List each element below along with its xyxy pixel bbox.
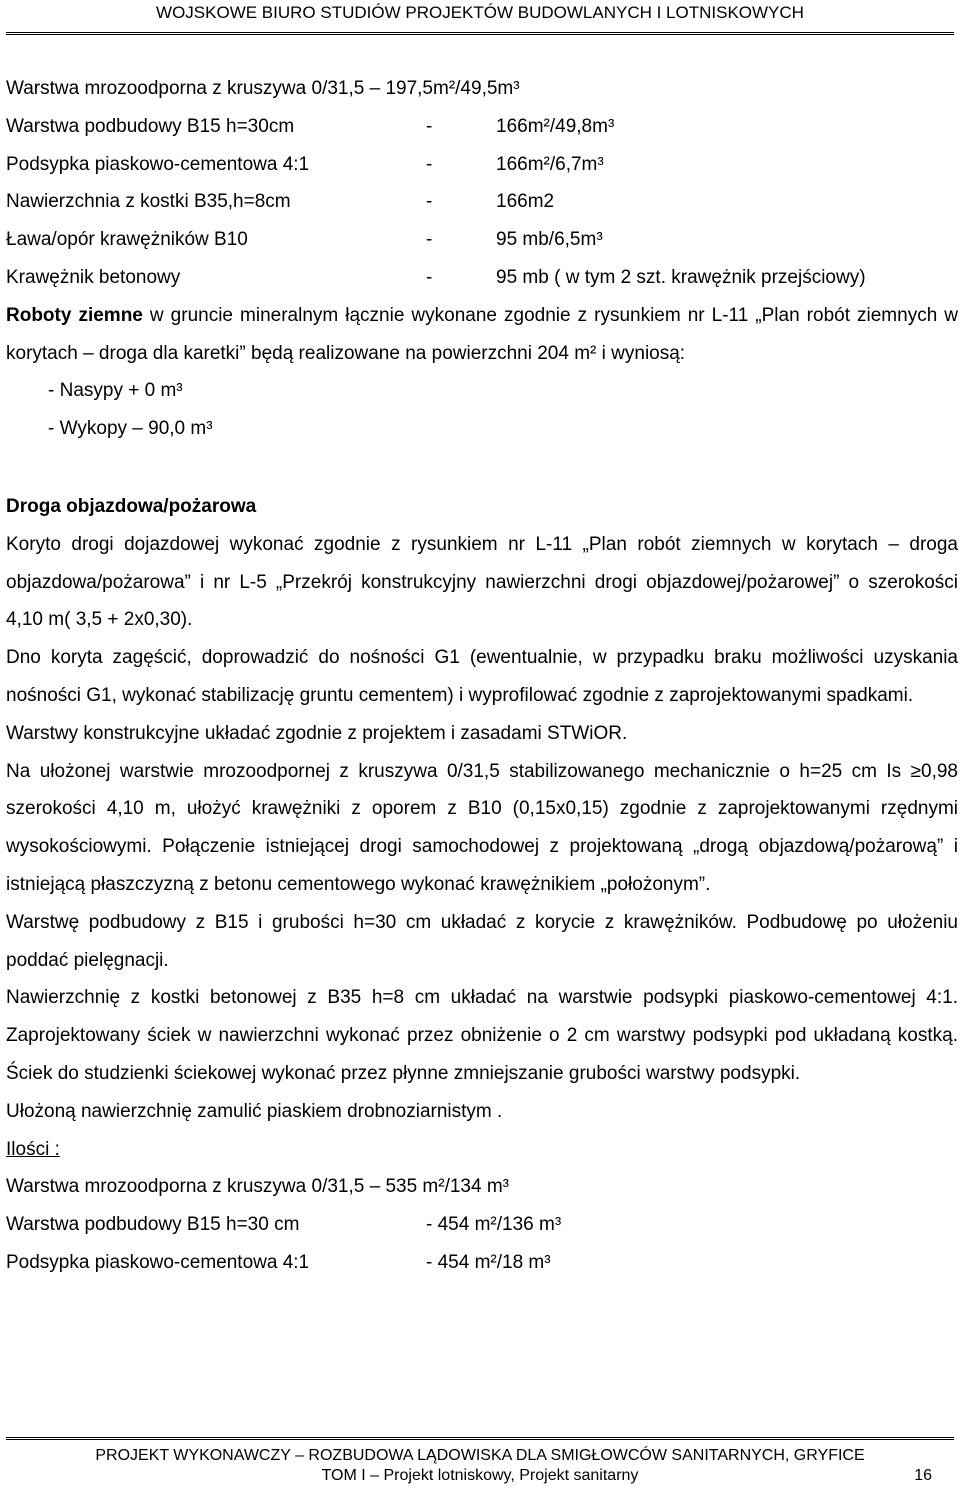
quantity-value: 166m²/6,7m³	[496, 153, 604, 175]
header-divider	[6, 32, 954, 35]
earthworks-paragraph	[6, 297, 958, 373]
paragraph: Warstwy konstrukcyjne układać zgodnie z projektem i zasadami STWiOR.	[6, 722, 628, 744]
earthworks-item: - Wykopy – 90,0 m³	[48, 418, 213, 440]
quantity-row	[6, 108, 958, 146]
quantity-value: 95 mb/6,5m³	[496, 229, 603, 251]
quantity-row	[6, 1244, 958, 1282]
quantity-row	[6, 1168, 958, 1206]
footer-project: PROJEKT WYKONAWCZY – ROZBUDOWA LĄDOWISKA DLA SMIGŁOWCÓW SANITARNYCH, GRYFICE	[95, 1447, 865, 1464]
quantity-row	[6, 1206, 958, 1244]
quantities-label-text: Ilości :	[6, 1138, 60, 1160]
quantity-row	[6, 221, 958, 259]
quantity-name: Warstwa podbudowy B15 h=30 cm	[6, 1214, 300, 1236]
quantity-separator: -	[426, 153, 433, 175]
quantity-value: 95 mb ( w tym 2 szt. krawężnik przejściowy)	[496, 266, 866, 288]
section-heading-text: Droga objazdowa/pożarowa	[6, 495, 257, 517]
quantity-name: Krawężnik betonowy	[6, 266, 181, 288]
quantity-row	[6, 146, 958, 184]
quantity-value: - 454 m²/136 m³	[426, 1214, 562, 1236]
earthworks-item: - Nasypy + 0 m³	[48, 380, 183, 402]
quantity-value: 166m2	[496, 191, 555, 213]
page-header: WOJSKOWE BIURO STUDIÓW PROJEKTÓW BUDOWLANYCH I LOTNISKOWYCH	[156, 3, 804, 22]
page-footer	[0, 1446, 960, 1486]
quantity-value: 166m²/49,8m³	[496, 115, 615, 137]
paragraph: Nawierzchnię z kostki betonowej z B35 h=8 cm układać na warstwie podsypki piaskowo-cementowej 4:1. Zaprojektowany ściek w nawierzchni wykonać przez obniżenie o 2 cm warstwy podsypki pod układaną kostką. Ściek do studzienki ściekowej wykonać przez płynne zmniejszanie grubości warstwy podsypki.	[6, 987, 958, 1084]
quantity-value: - 454 m²/18 m³	[426, 1251, 551, 1273]
section-heading	[6, 488, 958, 526]
quantity-name: Podsypka piaskowo-cementowa 4:1	[6, 1251, 310, 1273]
quantities-label	[6, 1131, 958, 1169]
quantity-separator: -	[426, 229, 433, 251]
quantity-row	[6, 70, 958, 108]
quantity-name: Warstwa mrozoodporna z kruszywa 0/31,5 – 535 m²/134 m³	[6, 1176, 509, 1198]
quantity-separator: -	[426, 266, 433, 288]
earthworks-text: w gruncie mineralnym łącznie wykonane zgodnie z rysunkiem nr L-11 „Plan robót ziemnych w korytach – droga dla karetki” będą realizowane na powierzchni 204 m² i wyniosą:	[6, 304, 959, 364]
footer-divider	[6, 1437, 954, 1440]
paragraph: Na ułożonej warstwie mrozoodpornej z kruszywa 0/31,5 stabilizowanego mechanicznie o h=25 cm Is ≥0,98 szerokości 4,10 m, ułożyć krawężniki z oporem z B10 (0,15x0,15) zgodnie z zaprojektowanymi rzędnymi wysokościowymi. Połączenie istniejącej drogi samochodowej z projektowaną „drogą objazdową/pożarową” i istniejącą płaszczyzną z betonu cementowego wykonać krawężnikiem „położonym”.	[6, 760, 958, 895]
quantity-separator: -	[426, 191, 433, 213]
quantity-name: Warstwa podbudowy B15 h=30cm	[6, 115, 295, 137]
quantity-name: Ława/opór krawężników B10	[6, 229, 248, 251]
quantity-row	[6, 183, 958, 221]
paragraph: Ułożoną nawierzchnię zamulić piaskiem drobnoziarnistym .	[6, 1100, 503, 1122]
paragraph: Dno koryta zagęścić, doprowadzić do nośności G1 (ewentualnie, w przypadku braku możliwości uzyskania nośności G1, wykonać stabilizację gruntu cementem) i wyprofilować zgodnie z zaprojektowanymi spadkami.	[6, 647, 958, 706]
spacer	[6, 448, 958, 488]
footer-volume: TOM I – Projekt lotniskowy, Projekt sanitarny	[321, 1467, 639, 1484]
quantity-name: Nawierzchnia z kostki B35,h=8cm	[6, 191, 291, 213]
quantity-separator: -	[426, 115, 433, 137]
paragraph: Koryto drogi dojazdowej wykonać zgodnie z rysunkiem nr L-11 „Plan robót ziemnych w korytach – droga objazdowa/pożarowa” i nr L-5 „Przekrój konstrukcyjny nawierzchni drogi objazdowej/pożarowej” o szerokości 4,10 m( 3,5 + 2x0,30).	[6, 533, 958, 631]
page-number: 16	[914, 1467, 932, 1484]
quantity-row	[6, 259, 958, 297]
quantity-name: Podsypka piaskowo-cementowa 4:1	[6, 153, 310, 175]
document-body	[6, 70, 958, 1282]
paragraph: Warstwę podbudowy z B15 i grubości h=30 cm układać z korycie z krawężników. Podbudowę po ułożeniu poddać pielęgnacji.	[6, 911, 958, 971]
earthworks-label: Roboty ziemne	[6, 304, 143, 326]
quantity-name: Warstwa mrozoodporna z kruszywa 0/31,5 – 197,5m²/49,5m³	[6, 78, 520, 99]
